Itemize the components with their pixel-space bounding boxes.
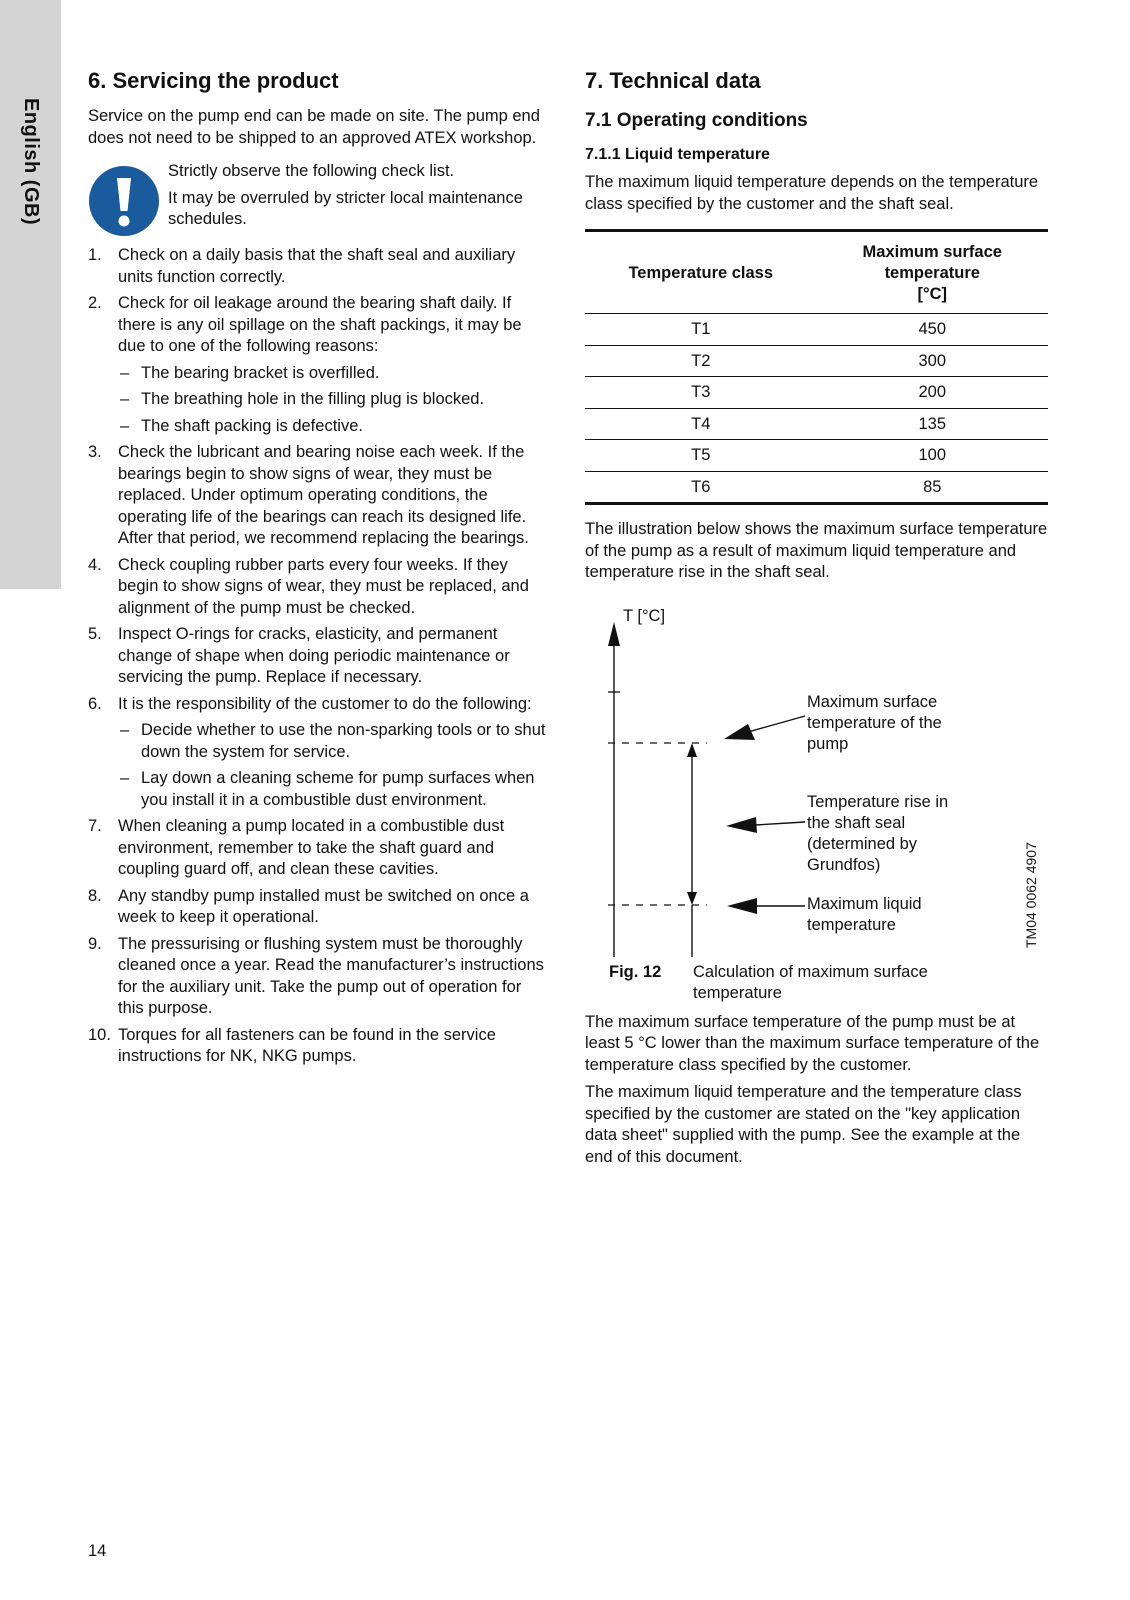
col-header-class: Temperature class: [585, 231, 817, 314]
label-line: pump: [807, 734, 849, 753]
list-text: It is the responsibility of the customer to do the following:: [118, 694, 532, 713]
sub-list-text: The bearing bracket is overfilled.: [141, 363, 380, 382]
cell-class: T4: [585, 408, 817, 440]
technical-data-heading: 7. Technical data: [585, 68, 761, 93]
warning-notice: [88, 161, 548, 237]
list-text: Check the lubricant and bearing noise each week. If the bearings begin to show signs of wear, they must be replaced. Under optimum operating conditions, the operating life of the bearings can reach its designed life. After that period, we recommend replacing the bearings.: [118, 443, 529, 548]
sub-list-text: Decide whether to use the non-sparking tools or to shut down the system for service.: [141, 721, 546, 761]
list-item: [88, 442, 548, 550]
list-number: 10.: [88, 1025, 111, 1044]
list-item: [88, 1025, 548, 1068]
list-text: Check coupling rubber parts every four weeks. If they begin to show signs of wear, they must be replaced, and alignment of the pump must be checked.: [118, 555, 529, 617]
list-number: 8.: [88, 886, 102, 905]
label-line: (determined by: [807, 834, 918, 853]
label-line: Maximum liquid: [807, 894, 922, 913]
technical-data-section: [585, 68, 1048, 1174]
servicing-heading: 6. Servicing the product: [88, 68, 339, 93]
cell-temp: 85: [817, 471, 1049, 504]
list-item: [88, 624, 548, 689]
list-number: 9.: [88, 934, 102, 953]
table-row: [585, 314, 1048, 346]
header-line: temperature: [884, 264, 980, 283]
label-max-surface: [807, 692, 942, 755]
sub-list-item: – The breathing hole in the filling plug is blocked.: [120, 390, 485, 409]
list-item: [88, 694, 548, 812]
label-line: the shaft seal: [807, 813, 906, 832]
list-item: [88, 245, 548, 288]
cell-class: T3: [585, 377, 817, 409]
liquid-temperature-intro: The maximum liquid temperature depends on the temperature class specified by the customer and the shaft seal.: [585, 173, 1039, 213]
service-checklist: [88, 245, 548, 1068]
axis-arrowhead: [608, 622, 620, 646]
sub-list: [118, 720, 548, 811]
sub-list-item: – Decide whether to use the non-sparking tools or to shut down the system for service.: [120, 721, 546, 761]
cell-temp: 100: [817, 440, 1049, 472]
language-label: English (GB): [20, 98, 42, 226]
cell-temp: 300: [817, 345, 1049, 377]
temperature-class-table: [585, 229, 1048, 505]
table-row: [585, 471, 1048, 504]
sub-list-item: – The shaft packing is defective.: [120, 416, 363, 435]
list-text: Torques for all fasteners can be found in the service instructions for NK, NKG pumps.: [118, 1025, 496, 1066]
list-item: [88, 886, 548, 929]
cell-class: T1: [585, 314, 817, 346]
list-number: 7.: [88, 817, 102, 836]
list-number: 3.: [88, 443, 102, 462]
figure-caption: [609, 962, 993, 1004]
label-line: Temperature rise in: [807, 792, 949, 811]
list-item: [88, 934, 548, 1020]
list-number: 5.: [88, 625, 102, 644]
col-header-max-temp: [817, 231, 1049, 314]
header-line: Maximum surface: [862, 243, 1002, 262]
table-row: [585, 345, 1048, 377]
cell-temp: 450: [817, 314, 1049, 346]
table-row: [585, 377, 1048, 409]
illustration-intro: The illustration below shows the maximum surface temperature of the pump as a result of maximum liquid temperature and temperature rise in the shaft seal.: [585, 520, 1048, 582]
rise-arrow-bottom: [687, 892, 697, 905]
figure-number: Fig. 12: [609, 962, 662, 981]
cell-temp: 200: [817, 377, 1049, 409]
drawing-code: TM04 0062 4907: [1023, 842, 1039, 948]
rise-arrow-top: [687, 743, 697, 757]
list-text: Any standby pump installed must be switched on once a week to keep it operational.: [118, 886, 529, 927]
label-line: temperature: [807, 915, 896, 934]
list-text: When cleaning a pump located in a combustible dust environment, remember to take the shaft guard and coupling guard off, and clean these cavities.: [118, 817, 505, 879]
servicing-section: [88, 68, 548, 1073]
notice-line-1: Strictly observe the following check list.: [168, 162, 455, 181]
label-max-liquid: [807, 894, 922, 936]
cell-class: T5: [585, 440, 817, 472]
list-number: 6.: [88, 694, 102, 713]
page-number: 14: [88, 1542, 107, 1560]
surface-temp-paragraph: The maximum surface temperature of the pump must be at least 5 °C lower than the maximum surface temperature of the temperature class specified by the customer.: [585, 1012, 1040, 1074]
data-sheet-paragraph: The maximum liquid temperature and the temperature class specified by the customer are stated on the "key application data sheet" supplied with the pump. See the example at the end of this document.: [585, 1083, 1022, 1166]
pointer-rise: [755, 822, 805, 825]
sub-list-text: Lay down a cleaning scheme for pump surfaces when you install it in a combustible dust environment.: [141, 769, 535, 809]
label-line: Maximum surface: [807, 692, 938, 711]
list-item: [88, 293, 548, 437]
list-item: [88, 555, 548, 620]
liquid-temperature-heading: 7.1.1 Liquid temperature: [585, 146, 770, 164]
pointer-surface-head: [724, 724, 755, 740]
list-number: 2.: [88, 294, 102, 313]
list-text: Check on a daily basis that the shaft seal and auxiliary units function correctly.: [118, 246, 516, 286]
notice-line-2: It may be overruled by stricter local maintenance schedules.: [168, 188, 523, 229]
cell-temp: 135: [817, 408, 1049, 440]
list-text: Check for oil leakage around the bearing shaft daily. If there is any oil spillage on the shaft packings, it may be due to one of the following reasons:: [118, 294, 522, 356]
servicing-intro: Service on the pump end can be made on site. The pump end does not need to be shipped to an approved ATEX workshop.: [88, 107, 540, 147]
pointer-rise-head: [726, 817, 757, 833]
sub-list-text: The breathing hole in the filling plug is blocked.: [141, 390, 485, 409]
sub-list-text: The shaft packing is defective.: [141, 416, 363, 435]
label-line: temperature of the: [807, 713, 942, 732]
pointer-surface: [748, 716, 805, 732]
sub-list-item: – The bearing bracket is overfilled.: [120, 363, 380, 382]
language-side-tab: [0, 0, 61, 589]
cell-class: T2: [585, 345, 817, 377]
pointer-liquid-head: [727, 898, 757, 914]
table-row: [585, 408, 1048, 440]
figure-caption-text: Calculation of maximum surface temperature: [693, 962, 928, 1002]
table-row: [585, 440, 1048, 472]
exclamation-icon: [88, 165, 160, 237]
label-temperature-rise: [807, 792, 948, 876]
operating-conditions-heading: 7.1 Operating conditions: [585, 110, 808, 132]
list-item: [88, 816, 548, 881]
cell-class: T6: [585, 471, 817, 504]
sub-list: [118, 363, 548, 438]
list-number: 4.: [88, 555, 102, 574]
temperature-diagram: [585, 602, 1048, 1002]
label-line: Grundfos): [807, 855, 881, 874]
axis-label: T [°C]: [623, 606, 666, 625]
list-number: 1.: [88, 246, 102, 265]
list-text: Inspect O-rings for cracks, elasticity, and permanent change of shape when doing periodic maintenance or servicing the pump. Replace if necessary.: [118, 625, 510, 687]
header-line: [°C]: [917, 285, 947, 304]
sub-list-item: – Lay down a cleaning scheme for pump surfaces when you install it in a combustible dust environment.: [120, 769, 535, 809]
list-text: The pressurising or flushing system must be thoroughly cleaned once a year. Read the manufacturer’s instructions for the auxiliary unit. Take the pump out of operation for this purpose.: [118, 934, 544, 1018]
